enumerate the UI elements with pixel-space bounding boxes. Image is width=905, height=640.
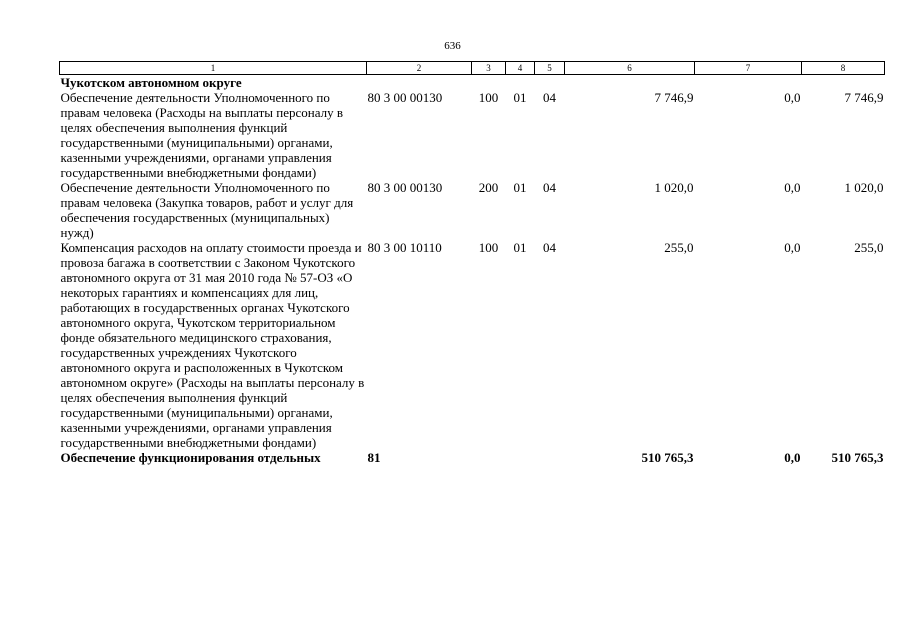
- row-vr: [472, 75, 506, 91]
- row-col-6: 255,0: [664, 240, 694, 255]
- row-name: Обеспечение деятельности Уполномоченного по правам человека (Расходы на выплаты персоналу в целях обеспечения выполнения функций государственными (муниципальными) органами, казенными учреждениями, органами управления государственными внебюджетными фондами): [60, 90, 343, 180]
- row-vr: [472, 450, 506, 465]
- row-col-6: 510 765,3: [641, 450, 694, 465]
- header-col-5: 5: [535, 62, 565, 75]
- header-col-3: 3: [472, 62, 506, 75]
- row-pr: 04: [543, 180, 556, 195]
- row-col-6: [565, 75, 695, 91]
- row-code: 81: [367, 450, 381, 465]
- table-row: [60, 180, 885, 240]
- budget-table: [59, 61, 885, 465]
- row-rz: [506, 450, 535, 465]
- row-col-7: 0,0: [784, 450, 801, 465]
- row-col-6: 7 746,9: [654, 90, 694, 105]
- header-col-6: 6: [565, 62, 695, 75]
- table-row: [60, 240, 885, 450]
- table-row: [60, 90, 885, 180]
- row-rz: 01: [513, 90, 527, 105]
- row-rz: 01: [513, 240, 527, 255]
- row-name: Обеспечение функционирования отдельных: [60, 450, 321, 465]
- row-col-6: 1 020,0: [654, 180, 694, 195]
- header-row: [60, 62, 885, 75]
- row-vr: 100: [478, 240, 499, 255]
- row-col-7: 0,0: [784, 240, 801, 255]
- table-row: [60, 450, 885, 465]
- row-pr: 04: [543, 240, 556, 255]
- row-pr: 04: [543, 90, 556, 105]
- header-col-8: 8: [802, 62, 885, 75]
- header-col-1: 1: [60, 62, 367, 75]
- page-number: 636: [444, 40, 461, 52]
- row-name: Чукотском автономном округе: [60, 75, 242, 90]
- row-rz: 01: [513, 180, 527, 195]
- row-code: 80 3 00 00130: [367, 180, 443, 195]
- row-rz: [506, 75, 535, 91]
- row-col-8: 510 765,3: [831, 450, 884, 465]
- row-name: Обеспечение деятельности Уполномоченного по правам человека (Закупка товаров, работ и услуг для обеспечения государственных (муниципальных) нужд): [60, 180, 354, 240]
- row-name: Компенсация расходов на оплату стоимости проезда и провоза багажа в соответствии с Законом Чукотского автономного округа от 31 мая 2010 года № 57-ОЗ «О некоторых гарантиях и компенсациях для лиц, работающих в государственных органах Чукотского автономного округа, Чукотском территориальном фонде обязательного медицинского страхования, государственных учреждениях Чукотского автономного округа и расположенных в Чукотском автономном округе» (Расходы на выплаты персоналу в целях обеспечения выполнения функций государственными (муниципальными) органами, казенными учреждениями, органами управления государственными внебюджетными фондами): [60, 240, 365, 450]
- row-col-7: [695, 75, 802, 91]
- row-col-8: [802, 75, 885, 91]
- header-col-4: 4: [506, 62, 535, 75]
- table-row: [60, 75, 885, 91]
- row-col-8: 7 746,9: [844, 90, 884, 105]
- row-vr: 200: [478, 180, 499, 195]
- table-header: [60, 62, 885, 75]
- row-code: 80 3 00 10110: [367, 240, 442, 255]
- header-col-2: 2: [367, 62, 472, 75]
- row-col-7: 0,0: [784, 90, 801, 105]
- row-pr: [535, 75, 565, 91]
- row-vr: 100: [478, 90, 499, 105]
- row-code: 80 3 00 00130: [367, 90, 443, 105]
- header-col-7: 7: [695, 62, 802, 75]
- row-col-8: 1 020,0: [844, 180, 884, 195]
- table-body: [60, 75, 885, 466]
- row-col-8: 255,0: [854, 240, 884, 255]
- row-col-7: 0,0: [784, 180, 801, 195]
- row-pr: [535, 450, 565, 465]
